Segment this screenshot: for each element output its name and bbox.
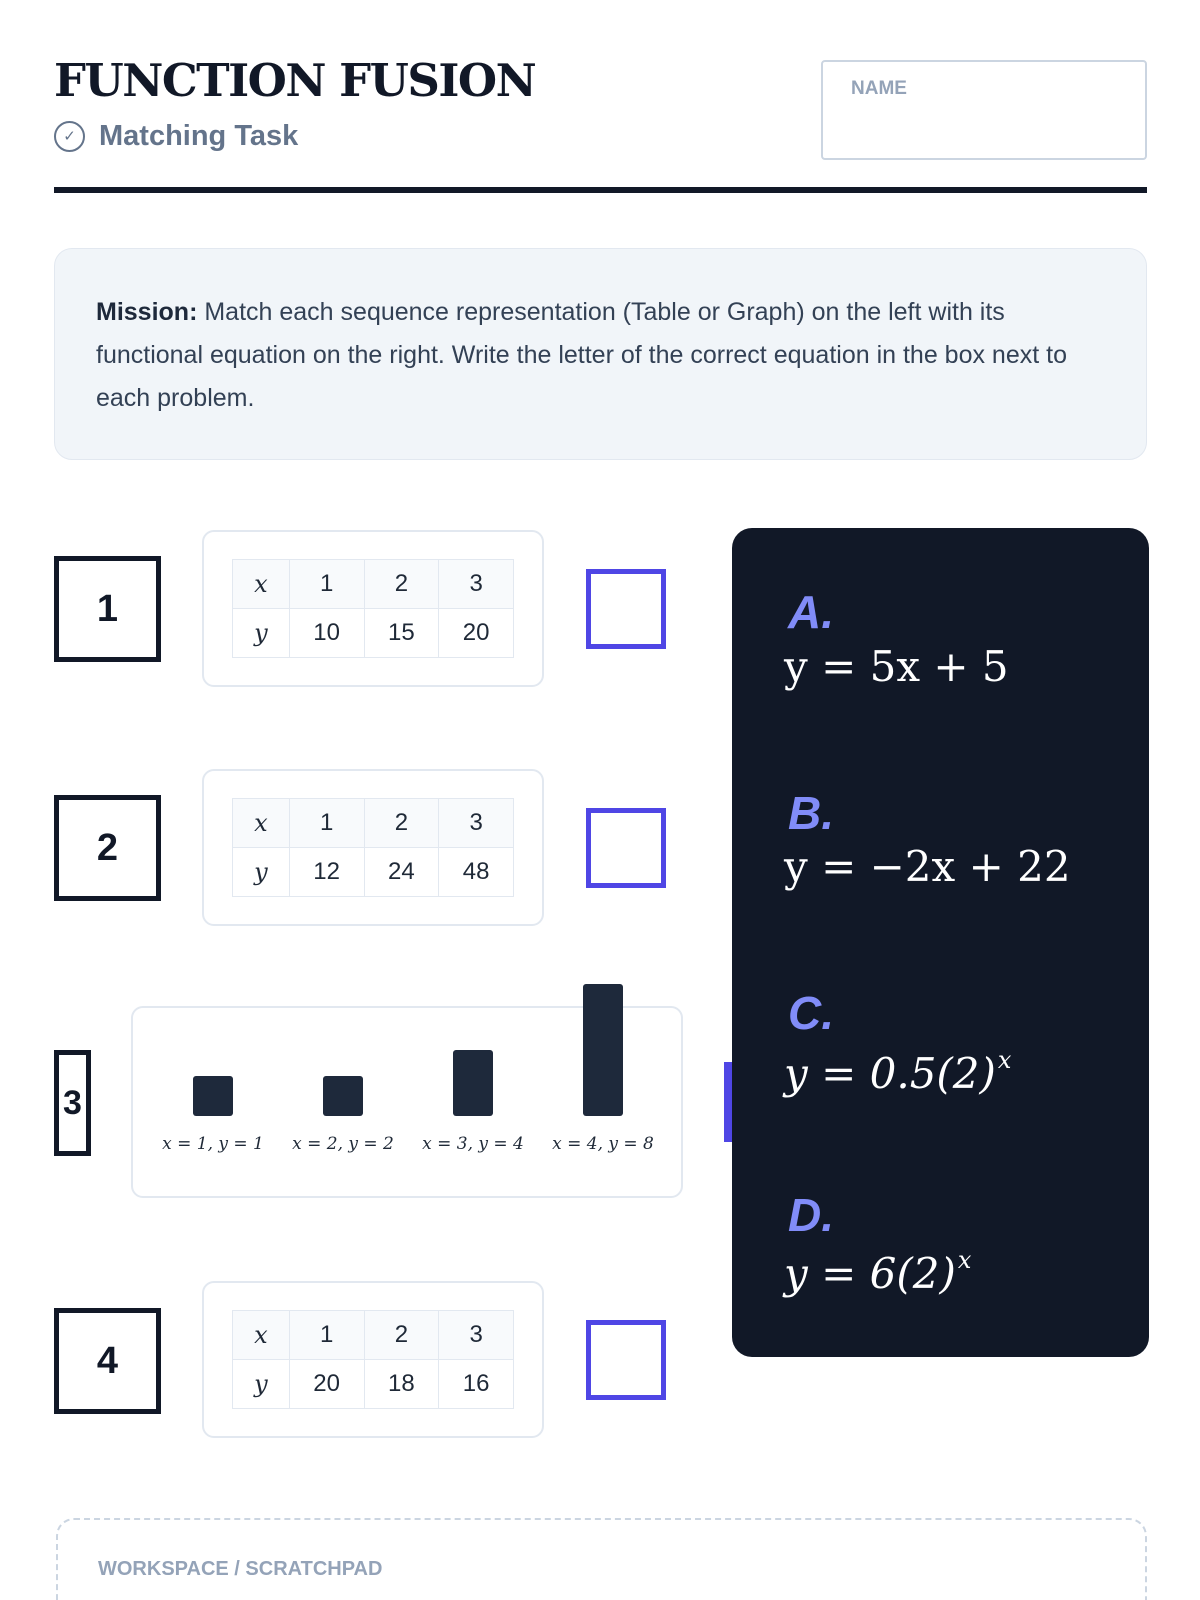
equation-c-letter: C. [788, 987, 834, 1039]
header-divider [54, 187, 1147, 193]
bar-label-1: x = 1, y = 1 [162, 1134, 264, 1154]
table-cell: 3 [439, 560, 514, 609]
check-circle-icon: ✓ [54, 121, 85, 152]
bar-1 [193, 1076, 233, 1116]
equation-b-letter: B. [788, 787, 834, 839]
problem-number-1: 1 [54, 556, 161, 662]
table-cell: 18 [364, 1360, 439, 1409]
table-cell: 2 [364, 560, 439, 609]
equation-a: y = 5x + 5 [784, 642, 1009, 691]
mission-box [54, 248, 1147, 460]
equations-panel [732, 528, 1149, 1357]
equation-b: y = −2x + 22 [784, 842, 1071, 891]
table-x-header: x [233, 560, 290, 609]
table-cell: 1 [289, 1311, 364, 1360]
workspace-area[interactable] [56, 1518, 1147, 1600]
table-cell: 16 [439, 1360, 514, 1409]
problem-4-table-card [202, 1281, 544, 1438]
answer-box-2[interactable] [586, 808, 666, 888]
equation-d [784, 1246, 972, 1298]
table-cell: 10 [289, 609, 364, 658]
worksheet-title: FUNCTION FUSION [54, 54, 536, 107]
table-cell: 3 [439, 1311, 514, 1360]
problem-number-4: 4 [54, 1308, 161, 1414]
table-cell: 2 [364, 799, 439, 848]
table-cell: 24 [364, 848, 439, 897]
problem-number-2: 2 [54, 795, 161, 901]
bar-label-2: x = 2, y = 2 [292, 1134, 394, 1154]
bar-2 [323, 1076, 363, 1116]
problem-4-table [232, 1310, 514, 1409]
problem-2-table [232, 798, 514, 897]
equation-d-base: y = 6(2) [784, 1249, 956, 1298]
name-label: NAME [851, 78, 907, 99]
table-cell: 1 [289, 560, 364, 609]
table-cell: 2 [364, 1311, 439, 1360]
equation-a-letter: A. [788, 586, 834, 638]
table-cell: 48 [439, 848, 514, 897]
table-cell: 3 [439, 799, 514, 848]
answer-box-4[interactable] [586, 1320, 666, 1400]
mission-text: Match each sequence representation (Table or Graph) on the left with its functional equation on the right. Write the letter of the correct equation in the box next to each problem. [96, 298, 1067, 412]
subtitle-text: Matching Task [99, 120, 299, 152]
table-x-header: x [233, 799, 290, 848]
problem-1-table [232, 559, 514, 658]
table-cell: 20 [439, 609, 514, 658]
table-y-header: y [233, 609, 290, 658]
problem-1-table-card [202, 530, 544, 687]
mission-label: Mission: [96, 298, 198, 326]
bar-label-3: x = 3, y = 4 [422, 1134, 524, 1154]
problem-number-3: 3 [54, 1050, 91, 1156]
bar-3 [453, 1050, 493, 1116]
table-y-header: y [233, 848, 290, 897]
equation-d-exponent: x [957, 1246, 972, 1274]
problem-2-table-card [202, 769, 544, 926]
bar-4 [583, 984, 623, 1116]
problem-3-bar-graph [131, 1006, 683, 1198]
equation-c-exponent: x [997, 1046, 1012, 1074]
table-cell: 12 [289, 848, 364, 897]
equation-c-base: y = 0.5(2) [784, 1049, 996, 1098]
name-field[interactable] [821, 60, 1147, 160]
answer-box-1[interactable] [586, 569, 666, 649]
table-cell: 20 [289, 1360, 364, 1409]
table-cell: 15 [364, 609, 439, 658]
table-y-header: y [233, 1360, 290, 1409]
table-cell: 1 [289, 799, 364, 848]
equation-c [784, 1046, 1012, 1098]
subtitle [54, 120, 298, 153]
workspace-label: WORKSPACE / SCRATCHPAD [98, 1558, 383, 1580]
equation-d-letter: D. [788, 1189, 834, 1241]
bar-label-4: x = 4, y = 8 [552, 1134, 654, 1154]
table-x-header: x [233, 1311, 290, 1360]
